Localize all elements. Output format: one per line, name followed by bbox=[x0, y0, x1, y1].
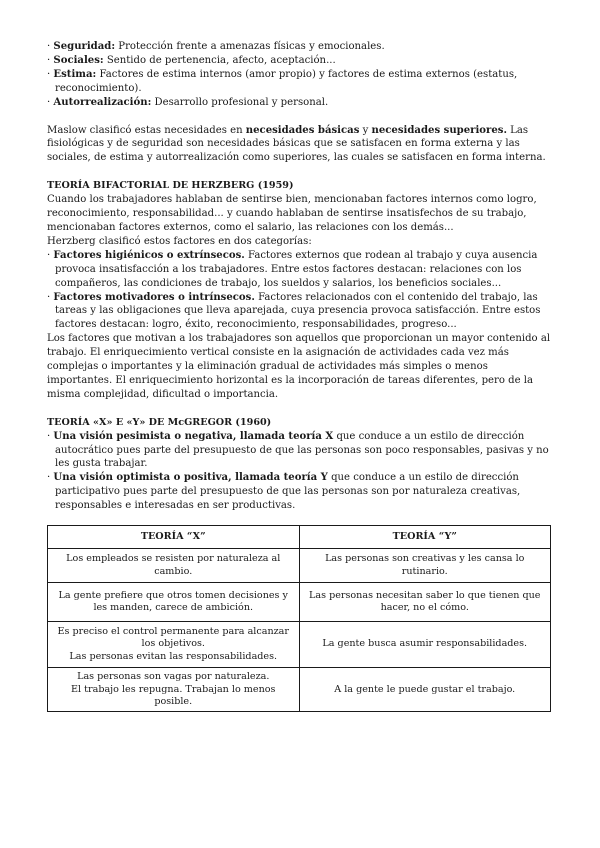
item-text: Desarrollo profesional y personal. bbox=[151, 96, 329, 108]
item-label: Una visión pesimista o negativa, llamada teoría X bbox=[53, 430, 334, 442]
cell-line: A la gente le puede gustar el trabajo. bbox=[334, 683, 516, 695]
document-page bbox=[47, 40, 553, 712]
item-label: Factores higiénicos o extrínsecos. bbox=[53, 249, 245, 261]
maslow-item-social: · Sociales: Sentido de pertenencia, afecto, aceptación... bbox=[47, 54, 336, 66]
table-row bbox=[48, 583, 551, 622]
cell-theory-x bbox=[48, 549, 300, 583]
item-text: que conduce a un estilo de dirección autocrático pues parte del presupuesto de que las personas son poco responsables, pasivas y no les gusta trabajar. bbox=[55, 430, 549, 470]
herzberg-heading: TEORÍA BIFACTORIAL DE HERZBERG (1959) bbox=[47, 180, 294, 192]
mcgregor-item-y: · Una visión optimista o positiva, llamada teoría Y que conduce a un estilo de dirección participativo pues parte del presupuesto de que las personas son por naturaleza creativas, responsables e interesadas en ser productivas. bbox=[47, 472, 521, 512]
cell-line: Las personas necesitan saber lo que tienen que hacer, no el cómo. bbox=[309, 589, 541, 614]
cell-theory-x bbox=[48, 622, 300, 668]
cell-line: Es preciso el control permanente para alcanzar los objetivos. bbox=[57, 625, 289, 650]
herzberg-intro: Cuando los trabajadores hablaban de sentirse bien, mencionaban factores internos como logro, reconocimiento, responsabilidad... y cuando hablaban de sentirse insatisfechos de su trabajo, mencionaban factores externos, como el salario, las relaciones con los demás... bbox=[47, 194, 537, 233]
mcgregor-item-x: · Una visión pesimista o negativa, llamada teoría X que conduce a un estilo de dirección autocrático pues parte del presupuesto de que las personas son poco responsables, pasivas y no les gusta trabajar. bbox=[47, 430, 549, 470]
item-text: Factores de estima internos (amor propio) y factores de estima externos (estatus, reconocimiento). bbox=[55, 68, 518, 94]
header-theory-x: TEORÍA “X” bbox=[48, 526, 300, 549]
cell-line: Los empleados se resisten por naturaleza al cambio. bbox=[66, 553, 281, 577]
item-label: Sociales: bbox=[53, 54, 104, 66]
cell-theory-x bbox=[48, 668, 300, 712]
maslow-item-security: · Seguridad: Protección frente a amenazas físicas y emocionales. bbox=[47, 41, 385, 52]
cell-line: La gente busca asumir responsabilidades. bbox=[322, 638, 528, 650]
item-text: Factores externos que rodean al trabajo y cuya ausencia provoca insatisfacción a los trabajadores. Entre estos factores destacan: relaciones con los compañeros, las condiciones de trabajo, los sueldos y salarios, los beneficios sociales... bbox=[55, 249, 538, 289]
cell-line: Las personas evitan las responsabilidades. bbox=[69, 650, 278, 662]
mcgregor-heading: TEORÍA «X» E «Y» DE McGREGOR (1960) bbox=[47, 416, 272, 428]
text-run: y bbox=[359, 124, 372, 136]
cell-line: Las personas son vagas por naturaleza. bbox=[77, 671, 270, 683]
cell-theory-y bbox=[299, 549, 551, 583]
maslow-item-self-actualization: · Autorrealización: Desarrollo profesional y personal. bbox=[47, 96, 329, 108]
item-text: Factores relacionados con el contenido del trabajo, las tareas y las obligaciones que lleva aparejada, cuya presencia provoca satisfacción. Entre estos factores destacan: logro, éxito, reconocimiento, responsabilidades, progreso... bbox=[55, 291, 541, 331]
item-label: Una visión optimista o positiva, llamada teoría Y bbox=[53, 472, 328, 484]
herzberg-closing: Los factores que motivan a los trabajadores son aquellos que proporcionan un mayor contenido al trabajo. El enriquecimiento vertical consiste en la asignación de actividades cada vez más complejas o importantes y la eliminación gradual de actividades más simples o menos importantes. El enriquecimiento horizontal es la incorporación de tareas diferentes, pero de la misma complejidad, dificultad o importancia. bbox=[47, 333, 551, 400]
table-header-row bbox=[48, 526, 551, 549]
item-text: Sentido de pertenencia, afecto, aceptación... bbox=[103, 54, 336, 66]
cell-theory-y bbox=[299, 622, 551, 668]
text-run: Maslow clasificó estas necesidades en bbox=[47, 124, 246, 136]
herzberg-item-motivators: · Factores motivadores o intrínsecos. Factores relacionados con el contenido del trabajo, las tareas y las obligaciones que lleva aparejada, cuya presencia provoca satisfacción. Entre estos factores destacan: logro, éxito, reconocimiento, responsabilidades, progreso... bbox=[47, 291, 541, 331]
item-label: Factores motivadores o intrínsecos. bbox=[53, 291, 255, 303]
herzberg-item-hygiene: · Factores higiénicos o extrínsecos. Factores externos que rodean al trabajo y cuya ausencia provoca insatisfacción a los trabajadores. Entre estos factores destacan: relaciones con los compañeros, las condiciones de trabajo, los sueldos y salarios, los beneficios sociales... bbox=[47, 249, 538, 289]
cell-theory-y bbox=[299, 583, 551, 622]
bold-run: necesidades superiores. bbox=[371, 124, 507, 136]
cell-theory-y bbox=[299, 668, 551, 712]
item-text: Protección frente a amenazas físicas y emocionales. bbox=[115, 41, 385, 52]
table-row bbox=[48, 549, 551, 583]
item-label: Autorrealización: bbox=[53, 96, 152, 108]
header-theory-y: TEORÍA “Y” bbox=[299, 526, 551, 549]
cell-line: El trabajo les repugna. Trabajan lo menos posible. bbox=[71, 683, 276, 707]
table-row bbox=[48, 622, 551, 668]
maslow-paragraph bbox=[47, 124, 553, 166]
table-row bbox=[48, 668, 551, 712]
item-label: Estima: bbox=[53, 68, 97, 80]
cell-line: La gente prefiere que otros tomen decisiones y les manden, carece de ambición. bbox=[58, 589, 288, 614]
item-label: Seguridad: bbox=[53, 41, 116, 52]
cell-line: Las personas son creativas y les cansa lo rutinario. bbox=[325, 553, 525, 577]
herzberg-classification: Herzberg clasificó estos factores en dos categorías: bbox=[47, 235, 312, 247]
theory-comparison-table bbox=[47, 525, 551, 712]
cell-theory-x bbox=[48, 583, 300, 622]
text-run: Las fisiológicas y de seguridad son necesidades básicas que se satisfacen en forma externa y las sociales, de estima y autorrealización como superiores, las cuales se satisfacen en forma interna. bbox=[47, 124, 546, 164]
item-text: que conduce a un estilo de dirección participativo pues parte del presupuesto de que las personas son por naturaleza creativas, responsables e interesadas en ser productivas. bbox=[55, 472, 521, 512]
maslow-item-esteem: · Estima: Factores de estima internos (amor propio) y factores de estima externos (estatus, reconocimiento). bbox=[47, 68, 518, 94]
bold-run: necesidades básicas bbox=[245, 124, 360, 136]
